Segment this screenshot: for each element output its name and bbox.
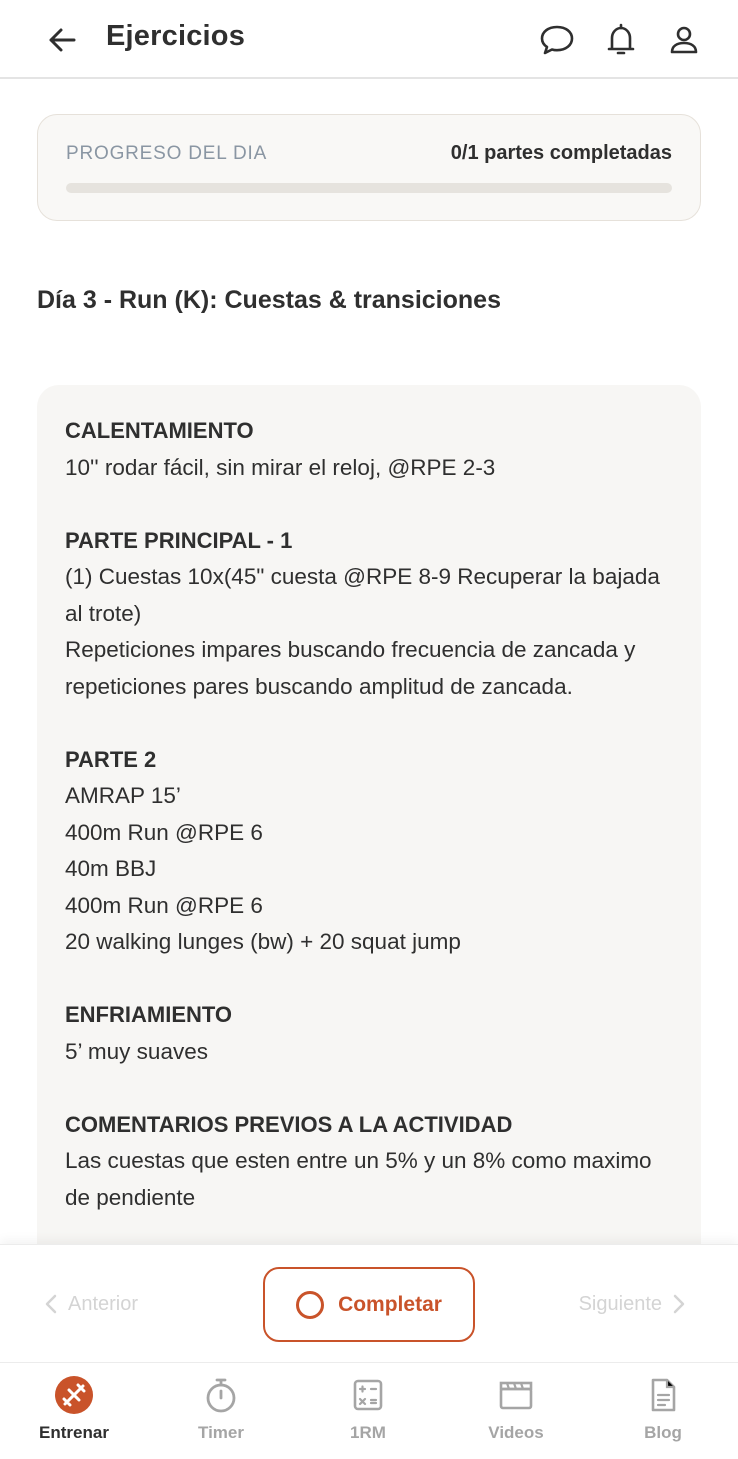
page-title: Ejercicios <box>106 20 246 52</box>
section-line: 40m BBJ <box>65 856 157 881</box>
section-line: 400m Run @RPE 6 <box>65 819 263 845</box>
bell-icon[interactable] <box>603 22 639 58</box>
section-comments <box>65 1107 675 1217</box>
section-line: 20 walking lunges (bw) + 20 squat jump <box>65 929 461 954</box>
document-icon <box>643 1375 683 1415</box>
chevron-left-icon <box>44 1293 58 1315</box>
chat-bubble-icon[interactable] <box>539 22 575 58</box>
section-part-2 <box>65 742 675 961</box>
section-title: PARTE 2 <box>65 746 157 772</box>
action-bar <box>0 1244 738 1362</box>
tab-label: Blog <box>644 1423 682 1442</box>
train-icon <box>54 1375 94 1415</box>
chevron-right-icon <box>672 1293 686 1315</box>
section-title: PARTE PRINCIPAL - 1 <box>65 527 293 553</box>
tab-timer[interactable] <box>161 1375 281 1443</box>
workout-description <box>65 413 675 1253</box>
day-progress-card <box>37 114 701 221</box>
complete-button[interactable] <box>263 1267 475 1342</box>
tab-entrenar[interactable] <box>14 1375 134 1443</box>
stopwatch-icon <box>201 1375 241 1415</box>
progress-count: 0/1 partes completadas <box>450 142 672 164</box>
progress-bar <box>66 183 672 193</box>
section-line: Repeticiones impares buscando frecuencia de zancada y repeticiones pares buscando amplitud de zancada. <box>65 637 636 699</box>
tab-label: Entrenar <box>39 1423 109 1442</box>
complete-label: Completar <box>338 1292 442 1316</box>
section-line: AMRAP 15’ <box>65 783 181 808</box>
app-header <box>0 0 738 79</box>
section-line: 10'' rodar fácil, sin mirar el reloj, @RPE 2-3 <box>65 454 496 480</box>
bottom-tab-bar <box>0 1362 738 1459</box>
section-title: ENFRIAMIENTO <box>65 1002 233 1027</box>
section-line: Las cuestas que esten entre un 5% y un 8% como maximo de pendiente <box>65 1148 652 1210</box>
tab-1rm[interactable] <box>308 1375 428 1443</box>
workout-description-card <box>37 385 701 1285</box>
previous-button[interactable] <box>44 1289 138 1319</box>
calculator-icon <box>348 1375 388 1415</box>
section-line: 400m Run @RPE 6 <box>65 892 263 918</box>
circle-icon <box>296 1291 324 1319</box>
tab-label: Videos <box>488 1423 544 1442</box>
tab-label: 1RM <box>350 1423 386 1442</box>
section-cooldown <box>65 997 675 1070</box>
progress-label: PROGRESO DEL DIA <box>66 143 268 164</box>
workout-title: Día 3 - Run (K): Cuestas & transiciones <box>37 286 501 314</box>
clapperboard-icon <box>496 1375 536 1415</box>
previous-label: Anterior <box>68 1292 139 1315</box>
section-line: (1) Cuestas 10x(45" cuesta @RPE 8-9 Recuperar la bajada al trote) <box>65 564 660 626</box>
tab-videos[interactable] <box>456 1375 576 1443</box>
tab-label: Timer <box>198 1423 244 1442</box>
section-warmup <box>65 413 675 486</box>
section-title: CALENTAMIENTO <box>65 418 254 443</box>
next-button[interactable] <box>579 1289 686 1319</box>
section-title: COMENTARIOS PREVIOS A LA ACTIVIDAD <box>65 1111 513 1137</box>
tab-blog[interactable] <box>603 1375 723 1443</box>
user-icon[interactable] <box>666 22 702 58</box>
section-main-part <box>65 523 675 706</box>
arrow-left-icon[interactable] <box>44 22 80 58</box>
next-label: Siguiente <box>578 1292 662 1315</box>
section-line: 5’ muy suaves <box>65 1038 208 1064</box>
